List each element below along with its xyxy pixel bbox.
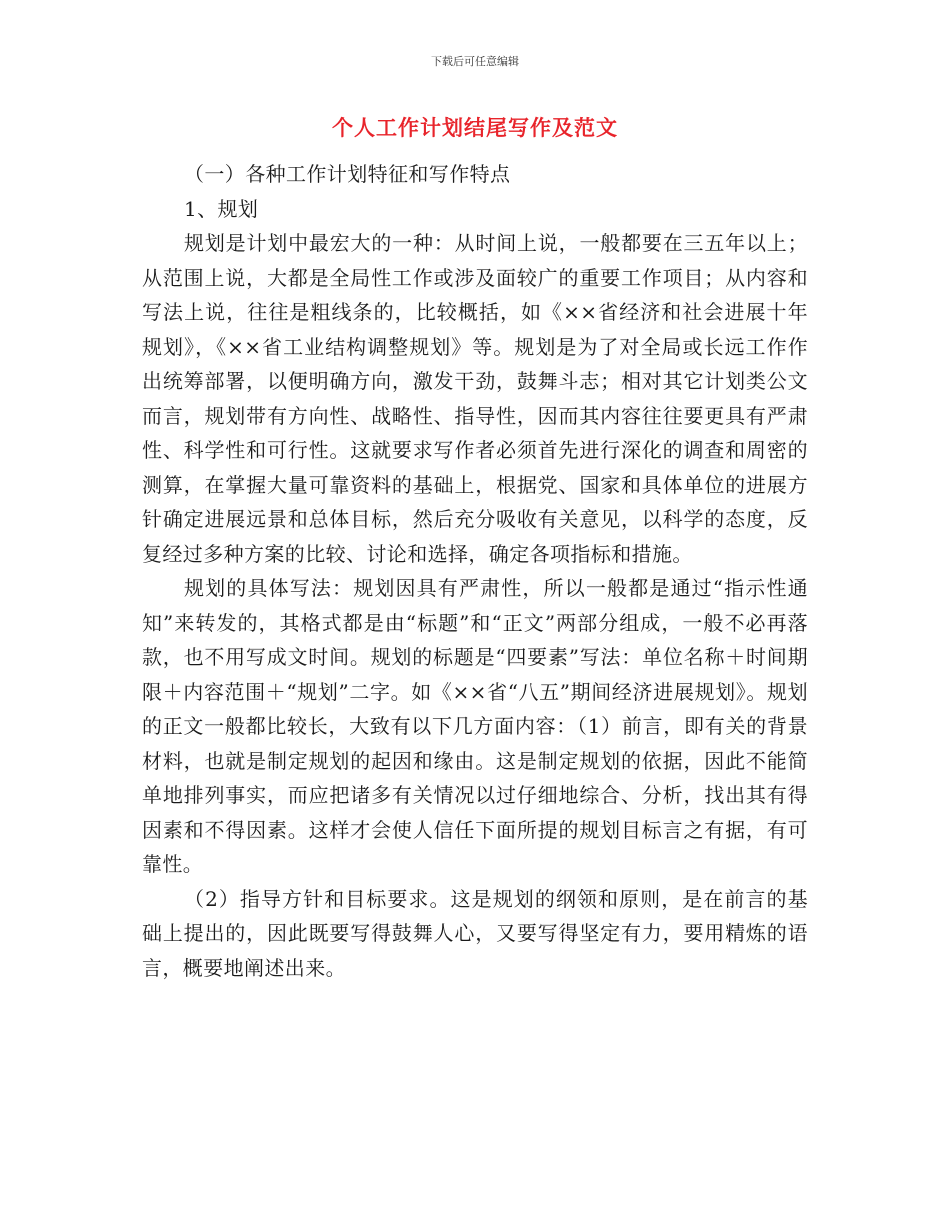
page-header-note: 下载后可任意编辑 xyxy=(431,55,519,68)
sub-heading: 1、规划 xyxy=(184,196,259,221)
document-body xyxy=(142,157,808,985)
paragraph-1: 规划是计划中最宏大的一种：从时间上说，一般都要在三五年以上；从范围上说，大都是全局性工作或涉及面较广的重要工作项目；从内容和写法上说，往往是粗线条的，比较概括，如《××省经济和社会进展十年规划》，《××省工业结构调整规划》等。规划是为了对全局或长远工作作出统筹部署，以便明确方向，激发干劲，鼓舞斗志；相对其它计划类公文而言，规划带有方向性、战略性、指导性，因而其内容往往要更具有严肃性、科学性和可行性。这就要求写作者必须首先进行深化的调查和周密的测算，在掌握大量可靠资料的基础上，根据党、国家和具体单位的进展方针确定进展远景和总体目标，然后充分吸收有关意见，以科学的态度，反复经过多种方案的比较、讨论和选择，确定各项指标和措施。 xyxy=(142,231,808,566)
section-heading: （一）各种工作计划特征和写作特点 xyxy=(184,162,511,186)
paragraph-3: （2）指导方针和目标要求。这是规划的纲领和原则，是在前言的基础上提出的，因此既要写得鼓舞人心，又要写得坚定有力，要用精炼的语言，概要地阐述出来。 xyxy=(142,886,808,980)
document-title: 个人工作计划结尾写作及范文 xyxy=(332,116,618,140)
paragraph-2: 规划的具体写法：规划因具有严肃性，所以一般都是通过“指示性通知”来转发的，其格式都是由“标题”和“正文”两部分组成，一般不必再落款，也不用写成文时间。规划的标题是“四要素”写法：单位名称＋时间期限＋内容范围＋“规划”二字。如《××省“八五”期间经济进展规划》。规划的正文一般都比较长，大致有以下几方面内容：（1）前言，即有关的背景材料，也就是制定规划的起因和缘由。这是制定规划的依据，因此不能简单地排列事实，而应把诸多有关情况以过仔细地综合、分析，找出其有得因素和不得因素。这样才会使人信任下面所提的规划目标言之有据，有可靠性。 xyxy=(142,576,808,876)
